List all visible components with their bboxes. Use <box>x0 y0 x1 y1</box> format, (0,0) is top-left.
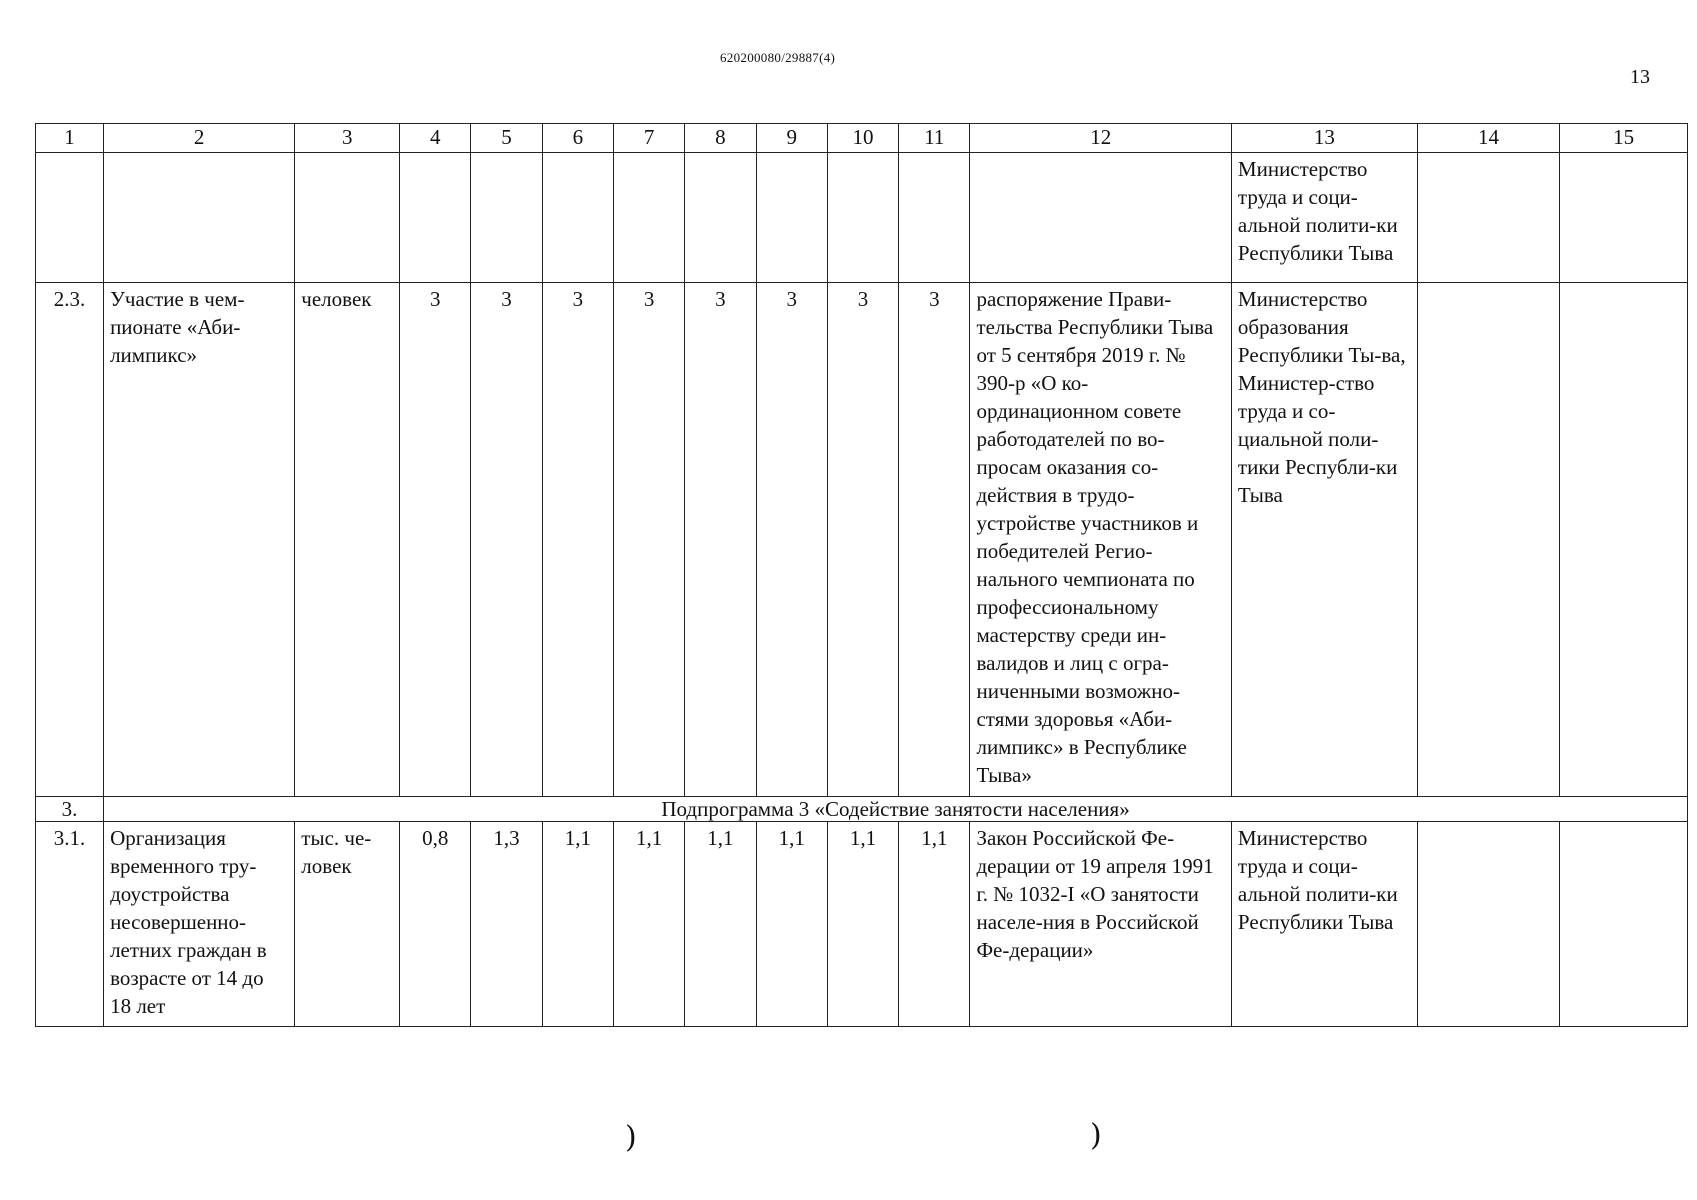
value-cell: 1,1 <box>899 822 970 1027</box>
value-cell: 3 <box>756 283 827 797</box>
unit-cell: тыс. че-ловек <box>295 822 400 1027</box>
empty-cell <box>1560 822 1688 1027</box>
empty-cell <box>1417 283 1560 797</box>
continuation-row <box>36 153 1688 283</box>
executor-cell: Министерство труда и соци-альной полити-ки Республики Тыва <box>1231 822 1417 1027</box>
subprogram-title: Подпрограмма 3 «Содействие занятости населения» <box>104 797 1688 822</box>
value-cell: 1,1 <box>756 822 827 1027</box>
empty-cell <box>827 153 898 283</box>
measure-name: Организация временного тру-доустройства несовершенно-летних граждан в возрасте от 14 до 18 лет <box>104 822 295 1027</box>
empty-cell <box>36 153 104 283</box>
header-cell: 6 <box>542 124 613 153</box>
header-cell: 15 <box>1560 124 1688 153</box>
unit-cell: человек <box>295 283 400 797</box>
row-number: 3.1. <box>36 822 104 1027</box>
empty-cell <box>756 153 827 283</box>
empty-cell <box>295 153 400 283</box>
value-cell: 0,8 <box>400 822 471 1027</box>
value-cell: 1,3 <box>471 822 542 1027</box>
program-table <box>35 123 1688 1027</box>
empty-cell <box>1560 283 1688 797</box>
value-cell: 1,1 <box>685 822 756 1027</box>
page-number: 13 <box>1630 66 1650 88</box>
header-cell: 2 <box>104 124 295 153</box>
header-cell: 5 <box>471 124 542 153</box>
scan-mark: ) <box>1090 1118 1102 1153</box>
header-cell: 3 <box>295 124 400 153</box>
header-cell: 7 <box>613 124 684 153</box>
header-cell: 10 <box>827 124 898 153</box>
row-number: 3. <box>36 797 104 822</box>
header-cell: 14 <box>1417 124 1560 153</box>
empty-cell <box>685 153 756 283</box>
value-cell: 1,1 <box>613 822 684 1027</box>
value-cell: 3 <box>400 283 471 797</box>
empty-cell <box>970 153 1231 283</box>
empty-cell <box>400 153 471 283</box>
value-cell: 3 <box>471 283 542 797</box>
value-cell: 3 <box>827 283 898 797</box>
empty-cell <box>1417 822 1560 1027</box>
header-row <box>36 124 1688 153</box>
scan-mark: ) <box>625 1120 637 1155</box>
empty-cell <box>471 153 542 283</box>
measure-name: Участие в чем-пионате «Аби-лимпикс» <box>104 283 295 797</box>
header-cell: 4 <box>400 124 471 153</box>
executor-cell: Министерство труда и соци-альной полити-ки Республики Тыва <box>1231 153 1417 283</box>
header-cell: 11 <box>899 124 970 153</box>
value-cell: 1,1 <box>827 822 898 1027</box>
table-row <box>36 822 1688 1027</box>
empty-cell <box>542 153 613 283</box>
empty-cell <box>899 153 970 283</box>
table-row <box>36 283 1688 797</box>
document-code: 620200080/29887(4) <box>720 50 836 65</box>
empty-cell <box>1417 153 1560 283</box>
empty-cell <box>1560 153 1688 283</box>
header-cell: 1 <box>36 124 104 153</box>
executor-cell: Министерство образования Республики Ты-ва, Министер-ство труда и со-циальной поли-тики Республи-ки Тыва <box>1231 283 1417 797</box>
value-cell: 3 <box>685 283 756 797</box>
value-cell: 3 <box>542 283 613 797</box>
header-cell: 8 <box>685 124 756 153</box>
empty-cell <box>613 153 684 283</box>
subprogram-row <box>36 797 1688 822</box>
legal-basis-cell: распоряжение Прави-тельства Республики Тыва от 5 сентября 2019 г. № 390-р «О ко-ординационном совете работодателей по во-просам оказания со-действия в трудо-устройстве участников и победителей Регио-нального чемпионата по профессиональному мастерству среди ин-валидов и лиц с огра-ниченными возможно-стями здоровья «Аби-лимпикс» в Республике Тыва» <box>970 283 1231 797</box>
header-cell: 12 <box>970 124 1231 153</box>
value-cell: 1,1 <box>542 822 613 1027</box>
row-number: 2.3. <box>36 283 104 797</box>
value-cell: 3 <box>613 283 684 797</box>
empty-cell <box>104 153 295 283</box>
value-cell: 3 <box>899 283 970 797</box>
header-cell: 9 <box>756 124 827 153</box>
header-cell: 13 <box>1231 124 1417 153</box>
legal-basis-cell: Закон Российской Фе-дерации от 19 апреля 1991 г. № 1032-I «О занятости населе-ния в Российской Фе-дерации» <box>970 822 1231 1027</box>
